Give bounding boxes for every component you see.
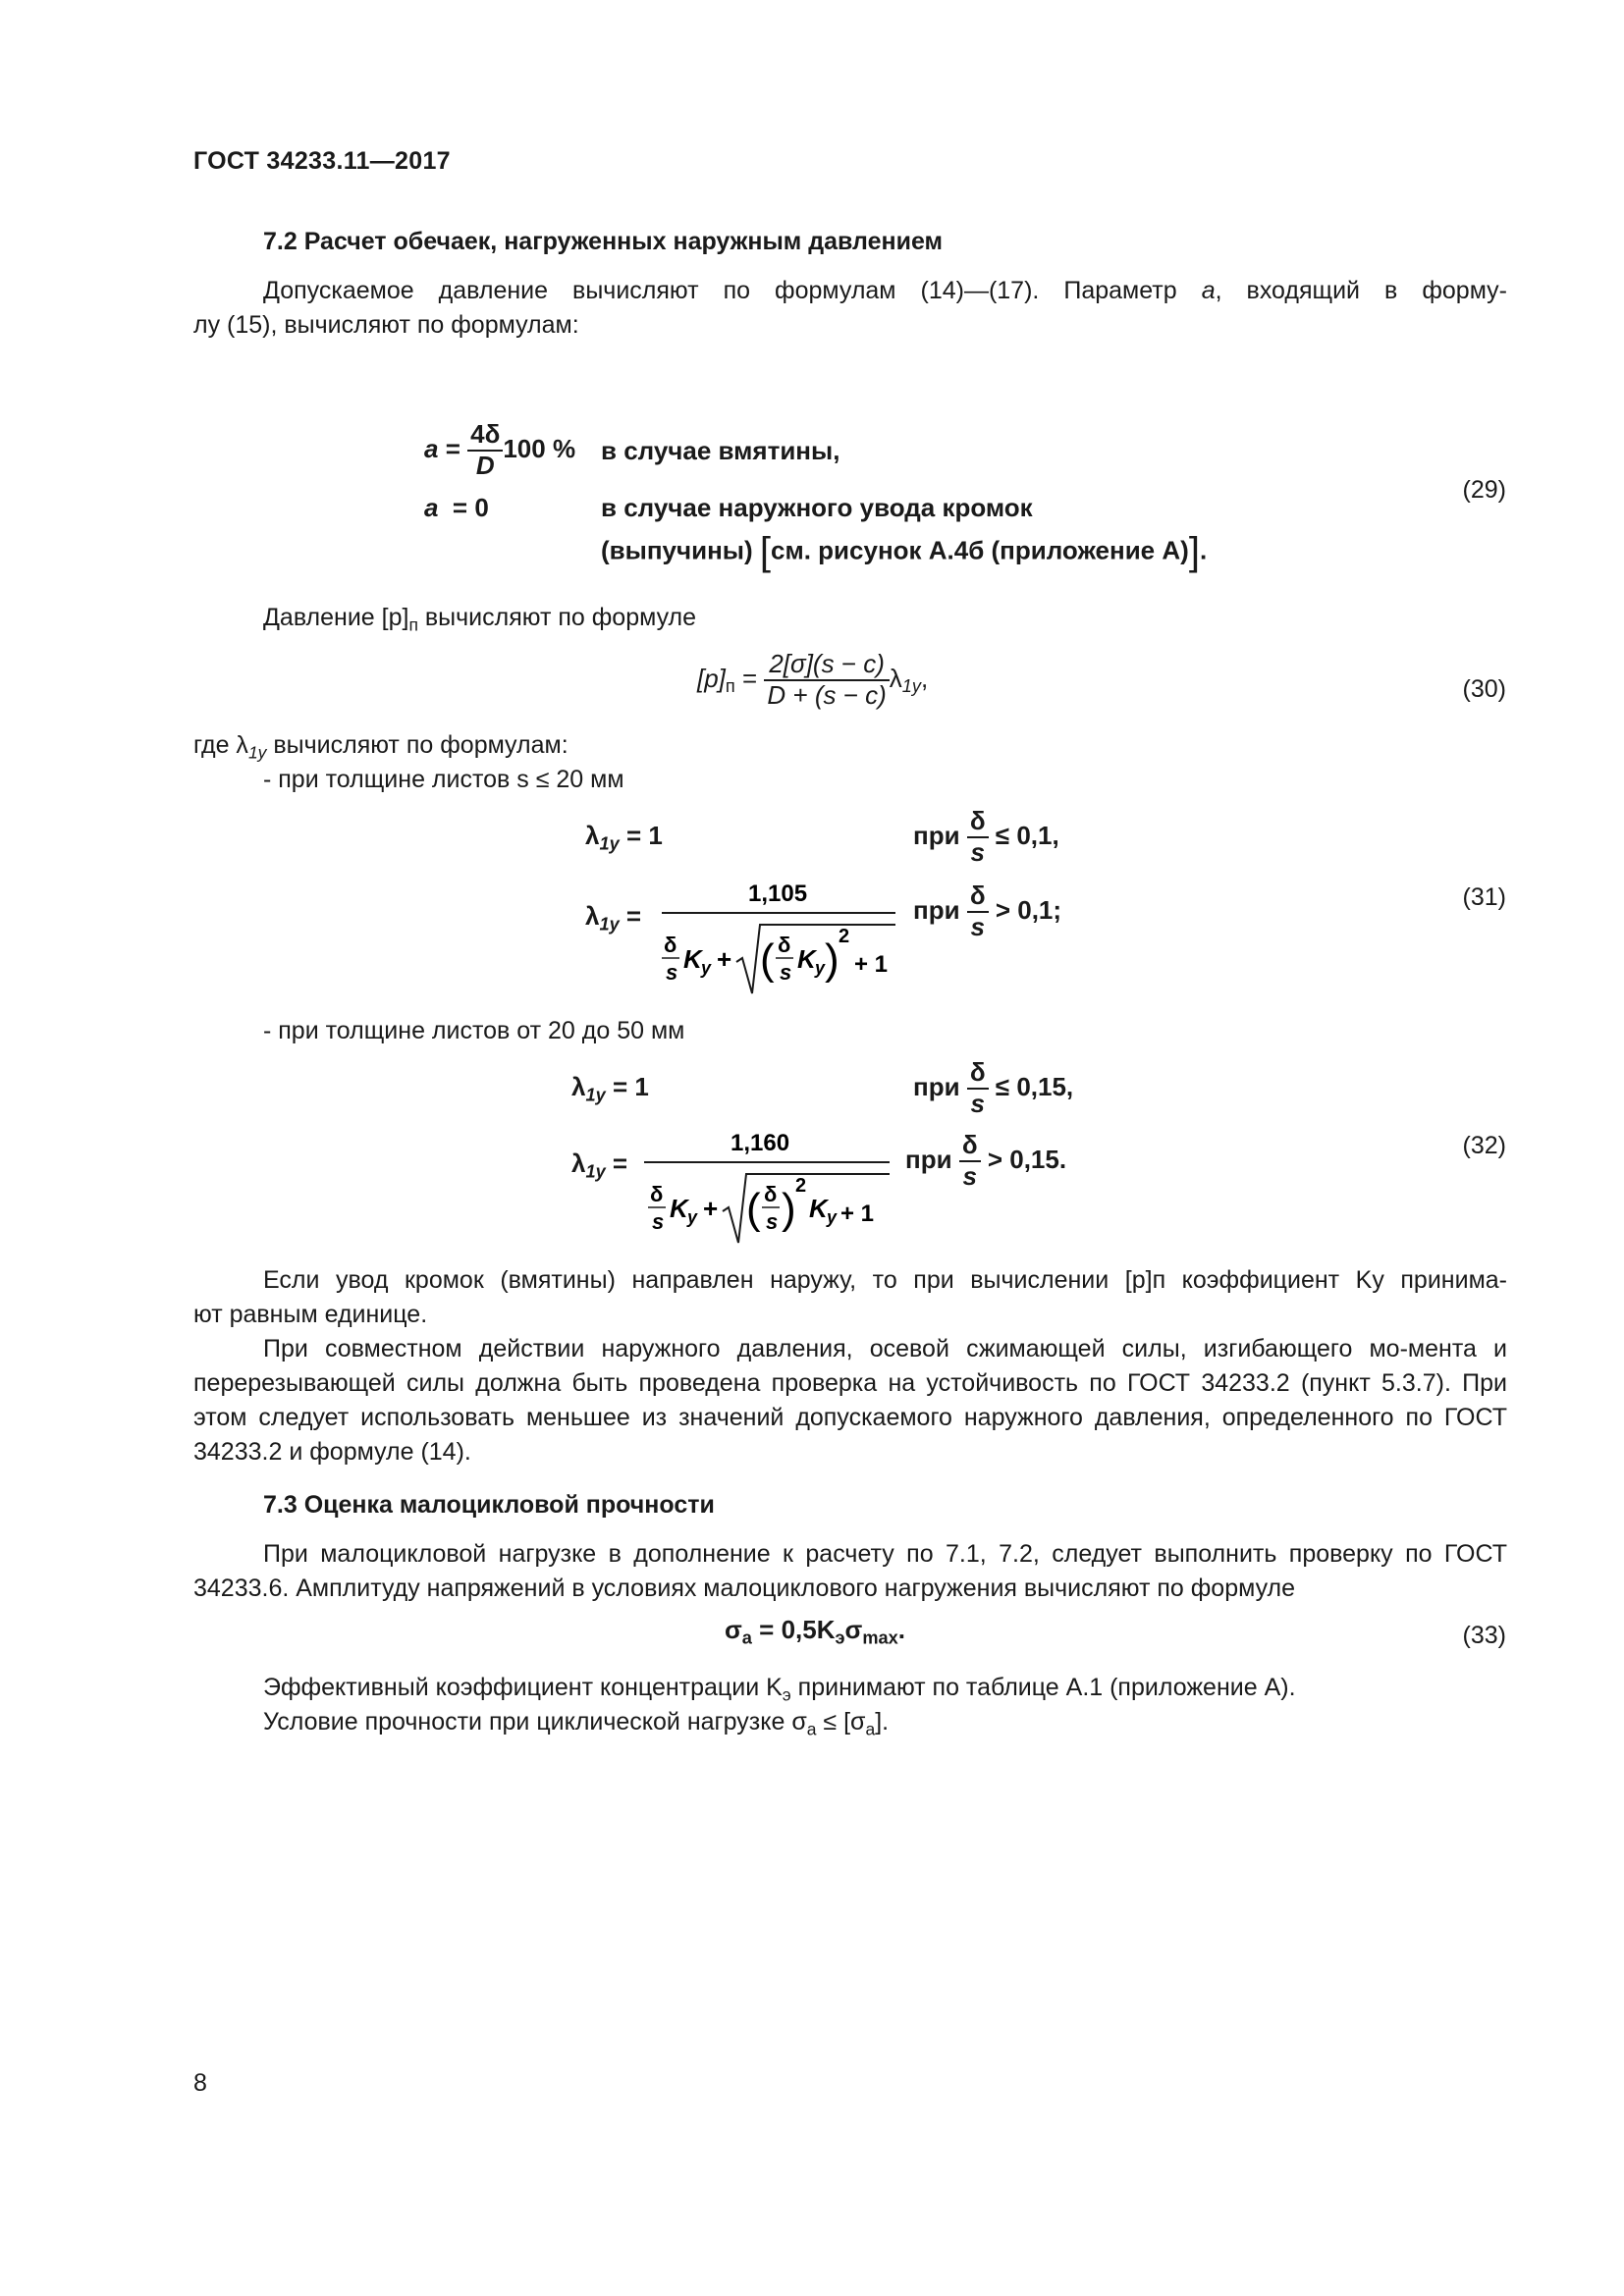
- eq31-den-K2: K: [797, 944, 816, 974]
- strength-condition-line: [263, 1708, 889, 1739]
- eq31-row1-rhs: = 1: [625, 821, 663, 850]
- eq31-lambda: λ: [585, 821, 600, 850]
- svg-text:): ): [782, 1185, 796, 1233]
- intro-text-1: Допускаемое давление вычисляют по формулам (14)—(17). Параметр: [263, 277, 1202, 304]
- eq31-row2-frac: [967, 881, 989, 942]
- eq31-den-delta2: δ: [778, 933, 791, 957]
- eq29-number: (29): [1462, 476, 1506, 504]
- svg-text:+: +: [717, 944, 732, 974]
- svg-text:2: 2: [839, 926, 850, 947]
- eq31-row2-s: s: [970, 911, 985, 941]
- eq32-row1-delta: δ: [967, 1058, 989, 1090]
- eq30-number: (30): [1462, 675, 1506, 703]
- eq30-fraction: [764, 650, 889, 711]
- eq30-lhs: [p]: [697, 663, 726, 693]
- cond-sub2: a: [865, 1719, 876, 1739]
- eq32-den-y1: y: [687, 1207, 698, 1227]
- eq31-row1-frac: [967, 807, 989, 868]
- eq31-den-y2: y: [815, 958, 826, 978]
- eq31-row1-delta: δ: [967, 807, 989, 838]
- where-tail: вычисляют по формулам:: [266, 731, 568, 759]
- eq33-sigma: σ: [725, 1615, 742, 1644]
- eq32-den-y2: y: [827, 1207, 838, 1227]
- intro-text-1b: , входящий в форму-: [1215, 277, 1507, 304]
- where-line: [193, 731, 568, 763]
- eq32-row2-cond: [905, 1131, 1066, 1192]
- para-edge-line1: Если увод кромок (вмятины) направлен наружу, то при вычислении [p]п коэффициент Ky принима-: [263, 1266, 1507, 1294]
- eff-tail: принимают по таблице А.1 (приложение А).: [790, 1674, 1296, 1701]
- eq31-den-K1: K: [683, 944, 702, 974]
- eff-coef-line: [263, 1674, 1296, 1705]
- eq31-numerator: 1,105: [748, 881, 808, 907]
- eq31-den-y1: y: [701, 958, 712, 978]
- pressure-sub: п: [408, 614, 418, 635]
- bullet-thickness-20: - при толщине листов s ≤ 20 мм: [263, 766, 624, 793]
- eq32-row2-lhs: $\lambda_{1y}$ =: [571, 1148, 628, 1182]
- intro-text-2: лу (15), вычисляют по формулам:: [193, 311, 579, 339]
- eq33: [725, 1615, 905, 1648]
- eq33-tail-sub: max: [862, 1628, 898, 1648]
- cond-end: ].: [875, 1708, 890, 1735]
- para-joint-action: При совместном действии наружного давления, осевой сжимающей силы, изгибающего мо-мента и перерезывающей силы должна быть проведена проверка на устойчивость по ГОСТ 34233.2 (пункт 5.3.7). При этом следует использовать меньшее из значений допускаемого наружного давления, определенного по ГОСТ 34233.2 и формуле (14).: [193, 1335, 1507, 1466]
- pressure-line: [263, 604, 696, 635]
- eq29-denominator: D: [475, 450, 495, 480]
- bullet-thickness-20-50: - при толщине листов от 20 до 50 мм: [263, 1017, 685, 1044]
- eq31-row1-cond: [913, 807, 1059, 868]
- eq33-number: (33): [1462, 1622, 1506, 1649]
- para-edge-direction: [193, 1263, 1507, 1332]
- eq29-row3-ref: см. рисунок А.4б (приложение А): [771, 535, 1189, 565]
- eq32-number: (32): [1462, 1132, 1506, 1159]
- para-edge-line2: ют равным единице.: [193, 1301, 428, 1328]
- eq29-row1-text: в случае вмятины,: [601, 436, 840, 465]
- section-7-3-title: 7.3 Оценка малоцикловой прочности: [263, 1491, 715, 1519]
- eq31-number: (31): [1462, 883, 1506, 911]
- eff-text: Эффективный коэффициент концентрации K: [263, 1674, 783, 1701]
- pressure-text: Давление [p]: [263, 604, 409, 631]
- section-7-2-intro: [193, 274, 1507, 343]
- eq33-rhs-sub: э: [835, 1628, 845, 1648]
- eq29-row3-text: (выпучины): [601, 535, 753, 565]
- eq32-den-K2: K: [809, 1194, 828, 1223]
- eq32-row1-cond: [913, 1058, 1073, 1119]
- eq33-rhs: = 0,5K: [759, 1615, 836, 1644]
- eq31-row1-lhs: [585, 821, 663, 854]
- eq32-row1-cond-rhs: ≤ 0,15,: [995, 1071, 1074, 1101]
- eq33-end: .: [897, 1615, 905, 1644]
- eq31-row2-lambda-sub: 1y: [599, 914, 620, 934]
- section-7-3-para: При малоцикловой нагрузке в дополнение к расчету по 7.1, 7.2, следует выполнить проверку по ГОСТ 34233.6. Амплитуду напряжений в условиях малоциклового нагружения вычисляют по формуле: [193, 1540, 1507, 1602]
- section-7-2-title: 7.2 Расчет обечаек, нагруженных наружным давлением: [263, 228, 944, 255]
- eq29-row3: (выпучины) [см. рисунок А.4б (приложение А)].: [601, 530, 1208, 573]
- eq31-row1-pri: при: [913, 820, 960, 850]
- eq31-den-s2: s: [780, 960, 792, 985]
- eq33-tail: σ: [844, 1615, 863, 1644]
- eq32-den-delta2: δ: [764, 1182, 778, 1206]
- eq32-den-plus-one: + 1: [840, 1201, 875, 1227]
- eq32-row2-s: s: [962, 1160, 977, 1191]
- where-sub: 1y: [247, 742, 267, 763]
- svg-text:): ): [825, 935, 839, 984]
- document-header-title: ГОСТ 34233.11—2017: [193, 147, 451, 175]
- eq32-row1-rhs: = 1: [612, 1072, 649, 1101]
- eq32-row1-lhs: [571, 1072, 649, 1105]
- eq33-sigma-sub: a: [741, 1628, 752, 1648]
- eq32-numerator: 1,160: [731, 1130, 790, 1156]
- eq31-row1-s: s: [970, 836, 985, 867]
- cond-text: Условие прочности при циклической нагрузке σ: [263, 1708, 807, 1735]
- eq32-lambda: λ: [571, 1072, 586, 1101]
- eq30-factor: λ: [889, 663, 902, 693]
- eq32-row2-lambda-sub: 1y: [585, 1161, 606, 1182]
- svg-text:(: (: [760, 935, 775, 984]
- eq29-row2-text: в случае наружного увода кромок: [601, 493, 1033, 522]
- eq32-fraction-svg: [640, 1121, 897, 1249]
- eq32-row2-cond-rhs: > 0,15.: [987, 1144, 1067, 1174]
- eq30: $[p]_п$ = $\frac{2[\sigma](s - c)}{D + (s - c)}$ $\lambda_{1y}$,: [697, 649, 929, 710]
- eq32-row2-pri: при: [905, 1144, 952, 1174]
- eq31-row2-cond-rhs: > 0,1;: [995, 894, 1062, 925]
- eq29-row2: [424, 493, 489, 523]
- cond-sub: a: [806, 1719, 817, 1739]
- page-number: 8: [193, 2069, 207, 2097]
- eq31-row2-lambda: λ: [585, 901, 600, 931]
- eq30-lhs-sub: п: [725, 676, 735, 697]
- eq31-row2-delta: δ: [967, 881, 989, 913]
- eq29-row2-eq: = 0: [452, 493, 489, 522]
- eq31-row2-lhs: $\lambda_{1y}$ =: [585, 901, 642, 934]
- eq29-row2-var: a: [424, 493, 439, 522]
- intro-var-a: a: [1201, 277, 1216, 304]
- svg-text:+: +: [703, 1194, 719, 1223]
- svg-text:2: 2: [795, 1175, 807, 1197]
- eq31-den-delta1: δ: [664, 933, 677, 957]
- eq32-row2-lambda: λ: [571, 1148, 586, 1178]
- eq30-factor-sub: 1y: [901, 676, 921, 697]
- eff-sub: э: [782, 1684, 791, 1705]
- cond-mid: ≤ [σ: [816, 1708, 866, 1735]
- eq29-percent: 100 %: [503, 433, 576, 463]
- eq29-var-a: a: [424, 433, 439, 463]
- eq31-row2-pri: при: [913, 894, 960, 925]
- eq32-den-delta1: δ: [650, 1182, 664, 1206]
- eq31-row1-cond-rhs: ≤ 0,1,: [995, 820, 1059, 850]
- eq32-den-s1: s: [652, 1209, 665, 1234]
- eq32-row1-pri: при: [913, 1071, 960, 1101]
- eq32-row2-frac: [959, 1131, 981, 1192]
- eq30-numerator: 2[σ](s − c): [764, 650, 889, 681]
- eq30-denominator: D + (s − c): [767, 679, 887, 710]
- eq32-den-K1: K: [670, 1194, 688, 1223]
- eq32-lambda-sub: 1y: [585, 1085, 606, 1105]
- eq32-row1-s: s: [970, 1088, 985, 1118]
- eq32-row1-frac: [967, 1058, 989, 1119]
- eq29-numerator: 4δ: [467, 420, 503, 452]
- eq31-lambda-sub: 1y: [599, 833, 620, 854]
- eq32-row2-delta: δ: [959, 1131, 981, 1162]
- eq31-fraction-svg: [658, 872, 903, 1001]
- eq31-row2-cond: [913, 881, 1061, 942]
- where-text: где λ: [193, 731, 248, 759]
- eq29-row1: a = $\frac{4\delta}{D}$ 100 %: [424, 419, 576, 480]
- svg-text:(: (: [746, 1185, 761, 1233]
- eq32-den-s2: s: [766, 1209, 779, 1234]
- eq29-fraction: [467, 420, 503, 481]
- eq31-den-plus-one: + 1: [854, 951, 889, 978]
- eq31-den-s1: s: [666, 960, 678, 985]
- pressure-tail: вычисляют по формуле: [417, 604, 697, 631]
